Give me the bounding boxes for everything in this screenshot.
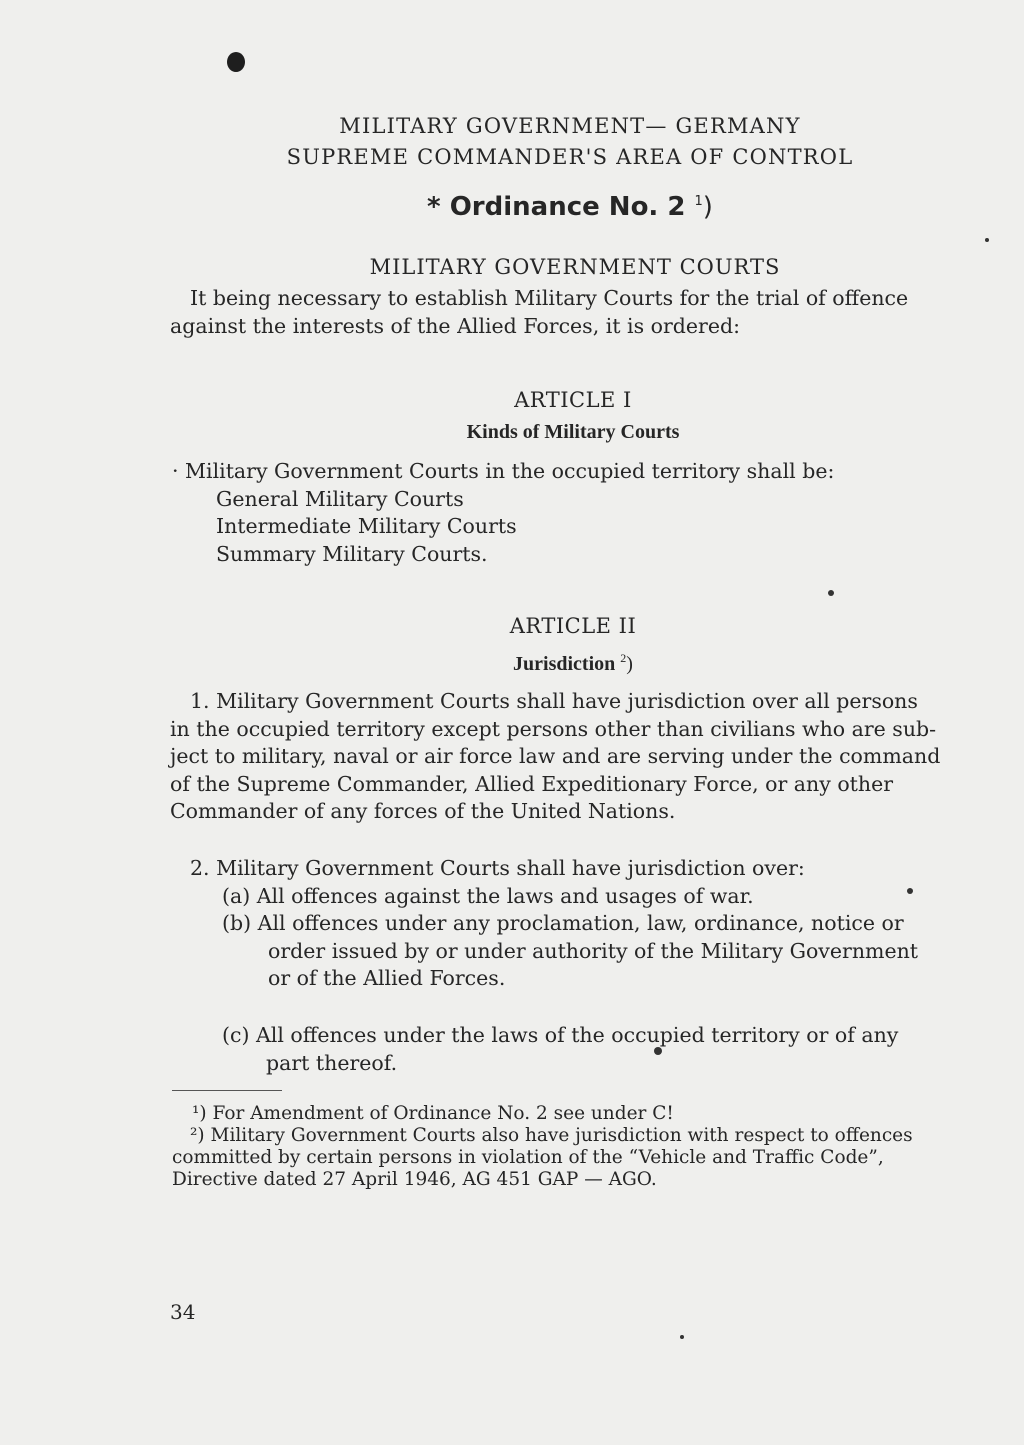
para-1-line: of the Supreme Commander, Allied Expeditionary Force, or any other [170,771,894,796]
ordinance-title-text: * Ordinance No. 2 [427,192,686,222]
ink-speck [680,1335,684,1339]
item-a: (a) All offences against the laws and usages of war. [222,883,754,908]
para-1-line: Commander of any forces of the United Nations. [170,799,676,823]
article-2-para-1 [170,688,978,826]
header-line-2: SUPREME COMMANDER'S AREA OF CONTROL [286,145,854,169]
ordinance-title [0,192,1024,222]
para-1-line: ject to military, naval or air force law and are serving under the command [170,744,941,768]
preamble [170,285,978,340]
item-b-line: or of the Allied Forces. [268,966,506,990]
preamble-line-1: It being necessary to establish Military Courts for the trial of offence [190,286,909,310]
item-b-line: (b) All offences under any proclamation, law, ordinance, notice or [222,911,904,935]
article-1-body [172,458,982,568]
footnote-1: ¹) For Amendment of Ordinance No. 2 see under C! [192,1103,674,1124]
preamble-line-2: against the interests of the Allied Forces, it is ordered: [170,313,740,338]
footnote-divider [172,1090,282,1091]
ink-speck [828,590,834,596]
ink-speck [985,238,989,242]
court-type-item: General Military Courts [216,486,464,511]
page-number: 34 [170,1300,196,1324]
item-b-line: order issued by or under authority of the Military Government [268,938,919,963]
article-1-subheading: Kinds of Military Courts [466,421,680,443]
footnote-2-line: ²) Military Government Courts also have jurisdiction with respect to offences [190,1125,913,1146]
article-1-intro: · Military Government Courts in the occupied territory shall be: [172,459,835,483]
footnote-ref-2: 2 [620,651,627,665]
para-1-line: in the occupied territory except persons other than civilians who are sub- [170,716,937,741]
article-2-para-2 [190,855,980,993]
ordinance-ref-close: ) [702,192,713,222]
court-type-item: Intermediate Military Courts [216,514,517,538]
para-1-line: 1. Military Government Courts shall have jurisdiction over all persons [190,689,918,713]
ink-blot [227,52,245,72]
para-2-intro: 2. Military Government Courts shall have jurisdiction over: [190,856,805,880]
section-title: MILITARY GOVERNMENT COURTS [369,255,781,279]
item-c-line: part thereof. [266,1050,398,1075]
article-2-subheading [0,651,1024,676]
footnote-2-line: committed by certain persons in violation of the “Vehicle and Traffic Code”, [172,1147,884,1168]
item-c-line: (c) All offences under the laws of the occupied territory or of any [222,1023,899,1047]
article-2-heading: ARTICLE II [509,614,637,638]
footnotes [172,1103,980,1191]
article-2-item-c [190,1022,980,1077]
court-type-item: Summary Military Courts. [216,541,488,566]
article-2-subheading-text: Jurisdiction [513,653,616,675]
footnote-ref-1: 1 [694,194,703,209]
footnote-2-line: Directive dated 27 April 1946, AG 451 GAP — AGO. [172,1169,657,1190]
header-line-1: MILITARY GOVERNMENT— GERMANY [339,114,801,138]
subheading-ref-close: ) [626,653,633,675]
article-1-heading: ARTICLE I [514,388,632,412]
